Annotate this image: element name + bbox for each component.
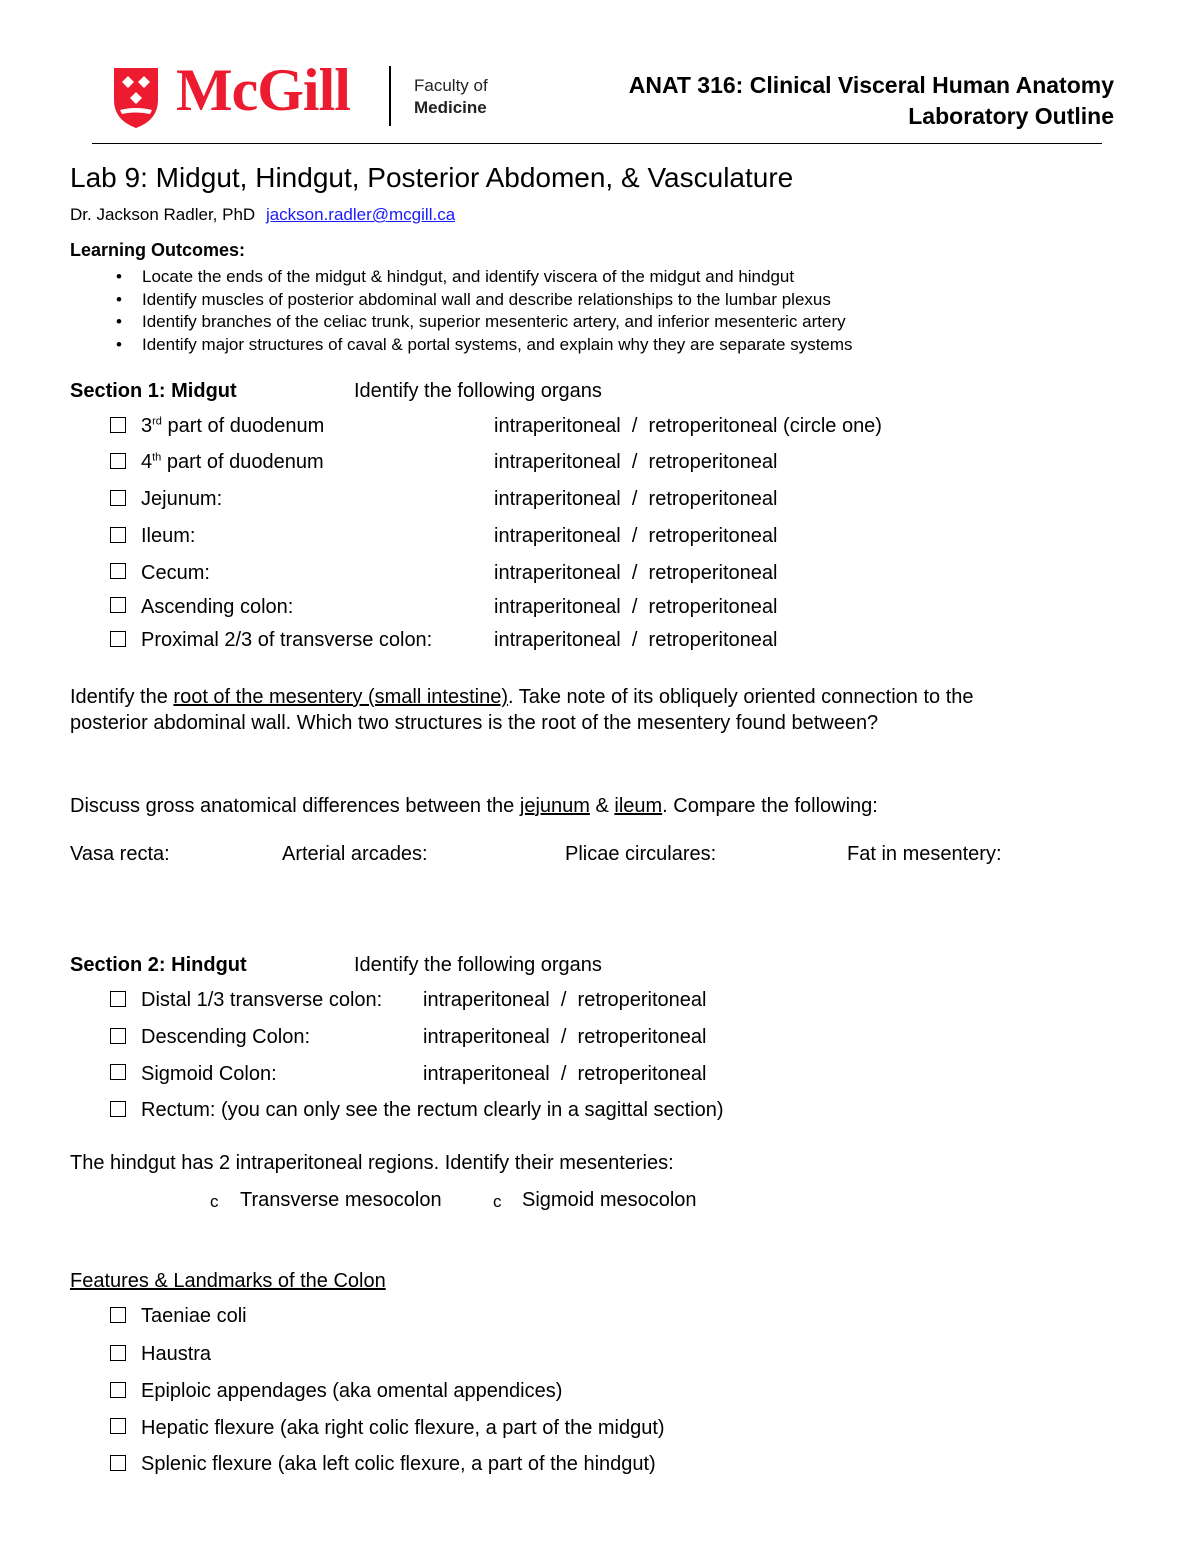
checkbox[interactable] — [110, 527, 126, 543]
hindgut-mesentery-question: The hindgut has 2 intraperitoneal regions. Identify their mesenteries: — [70, 1152, 674, 1174]
learning-outcomes-heading: Learning Outcomes: — [70, 240, 246, 260]
checkbox[interactable] — [110, 1064, 126, 1080]
organ-label: 4th part of duodenum — [141, 451, 324, 473]
organ-answer: intraperitoneal / retroperitoneal — [494, 596, 778, 618]
compare-arterial-arcades: Arterial arcades: — [282, 843, 428, 865]
colon-features-heading: Features & Landmarks of the Colon — [70, 1270, 386, 1292]
logo-divider — [389, 66, 391, 126]
organ-label: Distal 1/3 transverse colon: — [141, 989, 383, 1011]
section1-heading: Section 1: Midgut — [70, 380, 237, 402]
list-item: • Identify major structures of caval & portal systems, and explain why they are separate systems — [116, 334, 853, 354]
colon-feature-item: Haustra — [141, 1343, 212, 1365]
checkbox[interactable] — [110, 490, 126, 506]
checkbox[interactable] — [110, 1028, 126, 1044]
section2-heading: Section 2: Hindgut — [70, 954, 247, 976]
bullet-icon: c — [493, 1192, 502, 1211]
mesentery-answer: Sigmoid mesocolon — [522, 1189, 697, 1211]
organ-answer: intraperitoneal / retroperitoneal — [494, 488, 778, 510]
organ-label: Cecum: — [141, 562, 210, 584]
organ-label: Jejunum: — [141, 488, 223, 510]
organ-label: 3rd part of duodenum — [141, 415, 325, 437]
learning-outcomes-list — [116, 266, 853, 356]
organ-label: Sigmoid Colon: — [141, 1063, 277, 1085]
root-mesentery-question-line1: Identify the root of the mesentery (small intestine). Take note of its obliquely oriented connection to the — [70, 686, 974, 708]
header-rule — [92, 143, 1102, 144]
checkbox[interactable] — [110, 1345, 126, 1361]
organ-answer: intraperitoneal / retroperitoneal — [494, 629, 778, 651]
checkbox[interactable] — [110, 1418, 126, 1434]
colon-feature-item: Taeniae coli — [141, 1305, 247, 1327]
organ-label: Descending Colon: — [141, 1026, 310, 1048]
checkbox[interactable] — [110, 1382, 126, 1398]
compare-vasa-recta: Vasa recta: — [70, 843, 170, 865]
organ-label: Ileum: — [141, 525, 196, 547]
root-mesentery-question-line2: posterior abdominal wall. Which two structures is the root of the mesentery found between? — [70, 712, 879, 734]
checkbox[interactable] — [110, 631, 126, 647]
colon-feature-item: Hepatic flexure (aka right colic flexure, a part of the midgut) — [141, 1417, 665, 1439]
organ-answer: intraperitoneal / retroperitoneal — [494, 525, 778, 547]
course-title: ANAT 316: Clinical Visceral Human Anatomy — [628, 72, 1114, 98]
list-item: • Locate the ends of the midgut & hindgut, and identify viscera of the midgut and hindgut — [116, 267, 795, 286]
colon-feature-item: Epiploic appendages (aka omental appendices) — [141, 1380, 563, 1402]
organ-answer: intraperitoneal / retroperitoneal — [423, 1063, 707, 1085]
organ-label: Proximal 2/3 of transverse colon: — [141, 629, 433, 651]
organ-answer: intraperitoneal / retroperitoneal — [494, 562, 778, 584]
mcgill-shield-logo-icon — [112, 64, 160, 130]
list-item: • Identify branches of the celiac trunk, superior mesenteric artery, and inferior mesenteric artery — [116, 312, 846, 331]
checkbox[interactable] — [110, 563, 126, 579]
faculty-line1: Faculty of — [414, 76, 488, 95]
checkbox[interactable] — [110, 1101, 126, 1117]
instructor-name: Dr. Jackson Radler, PhD — [70, 205, 256, 224]
checkbox[interactable] — [110, 1307, 126, 1323]
course-subtitle: Laboratory Outline — [908, 103, 1114, 129]
instructor-email-link[interactable]: jackson.radler@mcgill.ca — [265, 205, 456, 224]
instructor-line — [70, 205, 455, 225]
compare-fat-in-mesentery: Fat in mesentery: — [847, 843, 1002, 865]
lab-title: Lab 9: Midgut, Hindgut, Posterior Abdomen, & Vasculature — [70, 162, 794, 193]
organ-answer: intraperitoneal / retroperitoneal — [423, 989, 707, 1011]
colon-feature-item: Splenic flexure (aka left colic flexure, a part of the hindgut) — [141, 1453, 656, 1475]
checkbox[interactable] — [110, 597, 126, 613]
checkbox[interactable] — [110, 991, 126, 1007]
checkbox[interactable] — [110, 1455, 126, 1471]
mesentery-answer: Transverse mesocolon — [240, 1189, 442, 1211]
organ-answer: intraperitoneal / retroperitoneal (circle one) — [494, 415, 882, 437]
faculty-line2: Medicine — [414, 98, 487, 117]
checkbox[interactable] — [110, 453, 126, 469]
organ-answer: intraperitoneal / retroperitoneal — [423, 1026, 707, 1048]
jejunum-ileum-question: Discuss gross anatomical differences between the jejunum & ileum. Compare the following: — [70, 795, 878, 817]
compare-plicae-circulares: Plicae circulares: — [565, 843, 717, 865]
list-item: • Identify muscles of posterior abdominal wall and describe relationships to the lumbar plexus — [116, 289, 831, 309]
mcgill-wordmark: McGill — [176, 57, 350, 123]
organ-answer: intraperitoneal / retroperitoneal — [494, 451, 778, 473]
organ-label: Rectum: (you can only see the rectum clearly in a sagittal section) — [141, 1099, 724, 1121]
section1-instruction: Identify the following organs — [354, 380, 602, 402]
section2-instruction: Identify the following organs — [354, 954, 602, 976]
checkbox[interactable] — [110, 417, 126, 433]
organ-label: Ascending colon: — [141, 596, 294, 618]
bullet-icon: c — [210, 1192, 219, 1211]
